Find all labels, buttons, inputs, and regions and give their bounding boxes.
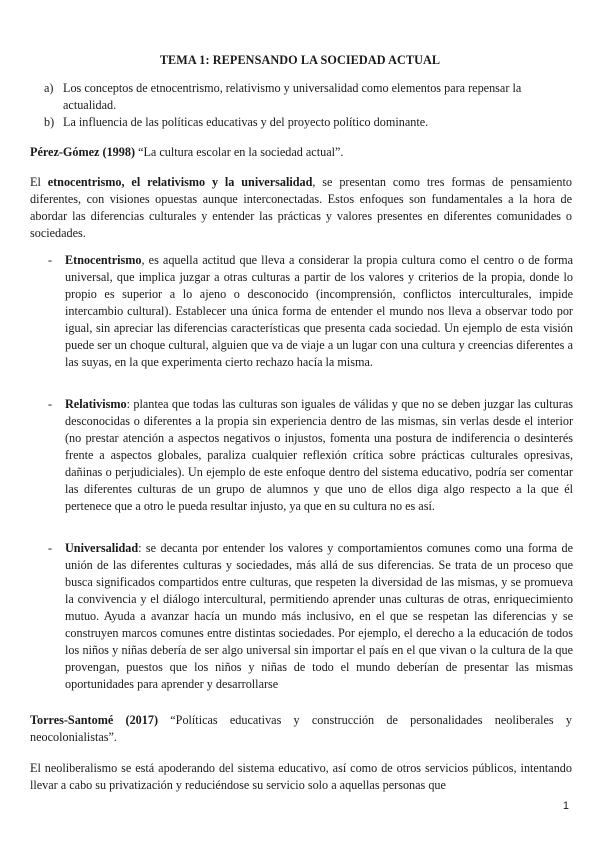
neoliberalism-paragraph: El neoliberalismo se está apoderando del sistema educativo, así como de otros servicios públicos, intentando llevar a cabo su privatización y reduciéndose su servicio solo a aquellas personas que xyxy=(30,761,572,792)
bullet-body: , es aquella actitud que lleva a considerar la propia cultura como el centro o de forma universal, que implica juzgar a otras culturas a partir de los valores y criterios de la propia, donde lo propio es superior a lo ajeno o desconocido (incomprensión, conflictos interculturales, impide intercambio cultural). Establecer una única forma de entender el mundo nos lleva a observar todo por igual, sin apreciar las diferencias características que presenta cada sociedad. Un ejemplo de esta visión puede ser un choque cultural, alguien que va de viaje a un lugar con una cultura y creencias diferentes a las suyas, en la que experimenta cierto rechazo hacía la misma. xyxy=(65,253,573,369)
objectives-list xyxy=(44,80,574,131)
list-marker: a) xyxy=(44,81,54,95)
intro-paragraph xyxy=(30,174,572,242)
list-item-text: Los conceptos de etnocentrismo, relativismo y universalidad como elementos para repensar la actualidad. xyxy=(63,81,522,112)
page-title: TEMA 1: REPENSANDO LA SOCIEDAD ACTUAL xyxy=(159,53,441,67)
intro-text: El xyxy=(30,175,48,189)
reference-work: “La cultura escolar en la sociedad actual”. xyxy=(135,145,344,159)
list-item xyxy=(44,80,574,114)
list-item-text: La influencia de las políticas educativas y del proyecto político dominante. xyxy=(63,115,429,129)
bullet-body: : se decanta por entender los valores y comportamientos comunes como una forma de unión de las diferentes culturas y sociedades, más allá de sus diferencias. Se trata de un proceso que busca significados compartidos entre culturas, que respeten la diversidad de las mismas, y se promueva la convivencia y el diálogo intercultural, permitiendo aprender unas culturas de otras, enriquecimiento mutuo. Ayuda a avanzar hacía un mundo más inclusivo, en el que se respetan las diferencias y se construyen marcos comunes entre distintas sociedades. Por ejemplo, el derecho a la educación de todos los niños y niñas debería de ser algo universal sin importar el país en el que vivan o la cultura de la que provengan, puestos que los niños y niñas de todo el mundo deberían de presentar las mismas oportunidades para aprender y desarrollarse xyxy=(65,541,573,691)
list-marker: b) xyxy=(44,115,55,129)
list-item xyxy=(44,114,574,131)
reference-torres-santome xyxy=(30,712,572,746)
bullet-term: Etnocentrismo xyxy=(65,253,142,267)
reference-author: Torres-Santomé (2017) xyxy=(30,713,159,727)
bullet-text xyxy=(65,252,573,371)
term-universalidad: la universalidad xyxy=(224,175,313,189)
term-etnocentrismo: etnocentrismo xyxy=(47,175,122,189)
bullet-dash: - xyxy=(48,541,53,555)
reference-author: Pérez-Gómez (1998) xyxy=(30,145,136,159)
reference-perez-gomez xyxy=(30,144,572,161)
bullet-text xyxy=(65,540,573,693)
page-number: 1 xyxy=(562,800,569,812)
term-relativismo: el relativismo xyxy=(131,175,206,189)
intro-text: , se presentan como tres formas de pensamiento diferentes, con visiones opuestas aunque interconectadas. Estos enfoques son fundamentales a la hora de abordar las diferencias culturales y entender las prácticas y valores presentes en diferentes comunidades o sociedades. xyxy=(30,175,573,240)
bullet-text xyxy=(65,396,573,515)
bullet-dash: - xyxy=(48,253,53,267)
intro-sep: , xyxy=(121,175,132,189)
bullet-term: Relativismo xyxy=(65,397,127,411)
intro-sep: y xyxy=(205,175,225,189)
bullet-body: : plantea que todas las culturas son iguales de válidas y que no se deben juzgar las culturas desconocidas o diferentes a la propia sin experiencia dentro de las mismas, sin verlas desde el interior (no prestar atención a aspectos negativos o injustos, fomenta una postura de indiferencia o desinterés frente a aspectos globales, paraliza cualquier reflexión crítica sobre prácticas culturales opresivas, dañinas o perjudiciales). Un ejemplo de este enfoque dentro del sistema educativo, podría ser comentar las diferentes culturas de un grupo de alumnos y que uno de ellos diga algo respecto a la que él pertenece que a otro le pueda resultar injusto, ya que en su cultura no es así. xyxy=(65,397,573,513)
bullet-dash: - xyxy=(48,397,53,411)
bullet-term: Universalidad xyxy=(65,541,139,555)
reference-work: “Políticas educativas y construcción de personalidades neoliberales y neocolonialistas”. xyxy=(30,713,572,744)
